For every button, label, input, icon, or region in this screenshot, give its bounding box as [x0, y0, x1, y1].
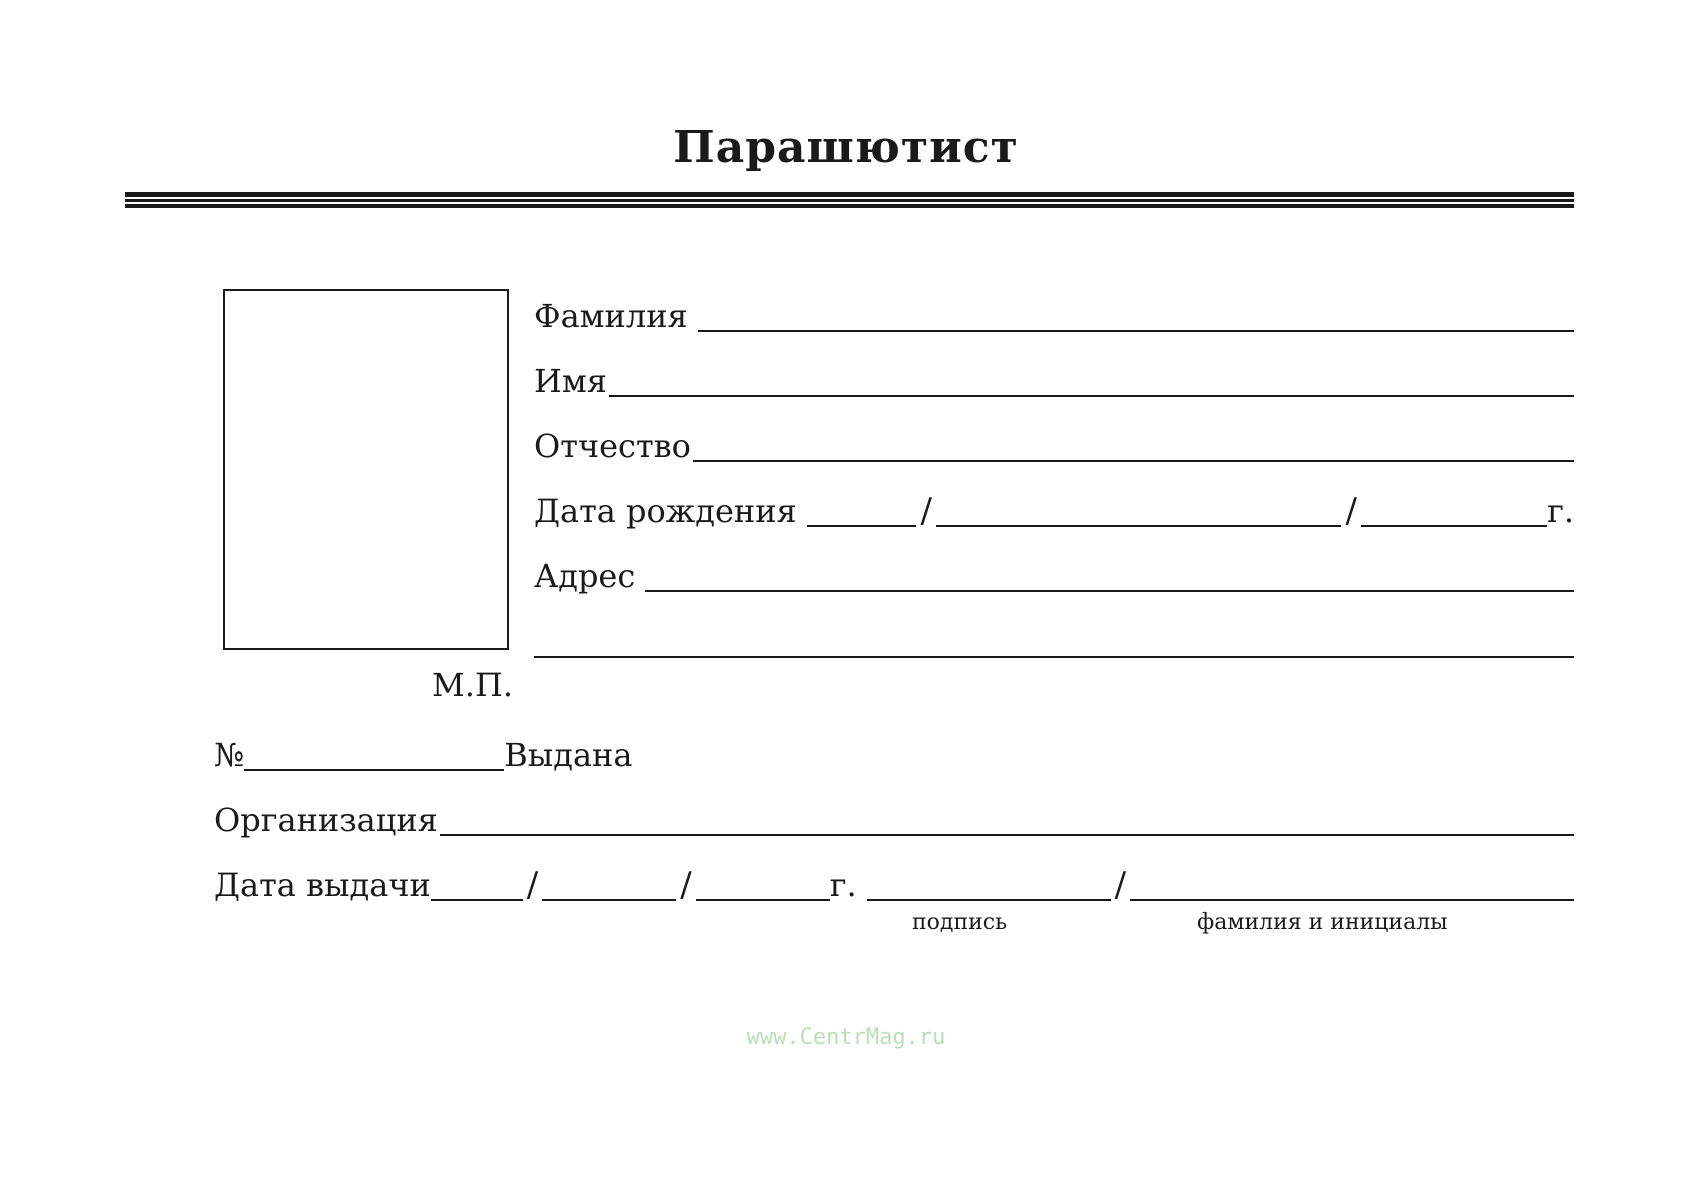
- address-row: [534, 556, 1574, 596]
- issue-date-row: [214, 865, 1574, 905]
- number-row: [214, 735, 814, 775]
- organization-row: [214, 800, 1574, 840]
- title-rule-bottom: [125, 204, 1574, 208]
- address-field[interactable]: [645, 564, 1574, 592]
- birth-year-field[interactable]: [1361, 499, 1547, 527]
- birth-date-label: Дата рождения: [534, 492, 797, 530]
- issue-date-separator-1: /: [526, 865, 539, 905]
- surname-label: Фамилия: [534, 297, 688, 335]
- surname-field[interactable]: [698, 304, 1574, 332]
- birth-day-field[interactable]: [807, 499, 917, 527]
- birth-date-row: [534, 491, 1574, 531]
- signature-field[interactable]: [867, 873, 1111, 901]
- birth-year-suffix: г.: [1547, 492, 1574, 530]
- stamp-place-label: М.П.: [432, 666, 514, 704]
- title-rule-top: [125, 192, 1574, 197]
- surname-row: [534, 296, 1574, 336]
- address-label: Адрес: [534, 557, 636, 595]
- title-rule-middle: [125, 199, 1574, 202]
- issue-month-field[interactable]: [542, 873, 676, 901]
- issue-day-field[interactable]: [431, 873, 523, 901]
- patronymic-field[interactable]: [693, 434, 1574, 462]
- name-field[interactable]: [609, 369, 1574, 397]
- patronymic-label: Отчество: [534, 427, 691, 465]
- issue-date-separator-2: /: [680, 865, 692, 905]
- issue-date-label: Дата выдачи: [214, 866, 431, 904]
- issued-label: Выдана: [504, 736, 633, 774]
- signature-caption: подпись: [912, 910, 1008, 935]
- issue-year-field[interactable]: [696, 873, 830, 901]
- birth-month-field[interactable]: [936, 499, 1342, 527]
- organization-field[interactable]: [440, 808, 1574, 836]
- document-title: Парашютист: [673, 122, 1019, 173]
- patronymic-row: [534, 426, 1574, 466]
- number-symbol: №: [214, 736, 245, 774]
- watermark: www.CentrMag.ru: [746, 1025, 946, 1050]
- organization-label: Организация: [214, 801, 438, 839]
- address-row-2: [534, 622, 1574, 662]
- name-label: Имя: [534, 362, 607, 400]
- issue-year-suffix: г.: [829, 866, 857, 904]
- name-row: [534, 361, 1574, 401]
- number-field[interactable]: [244, 743, 504, 771]
- birth-date-separator-1: /: [920, 491, 932, 531]
- birth-date-separator-2: /: [1345, 491, 1357, 531]
- name-initials-field[interactable]: [1130, 873, 1574, 901]
- signature-separator: /: [1114, 865, 1127, 905]
- name-initials-caption: фамилия и инициалы: [1197, 910, 1448, 935]
- photo-box: [223, 289, 509, 650]
- address-field-2[interactable]: [534, 630, 1574, 658]
